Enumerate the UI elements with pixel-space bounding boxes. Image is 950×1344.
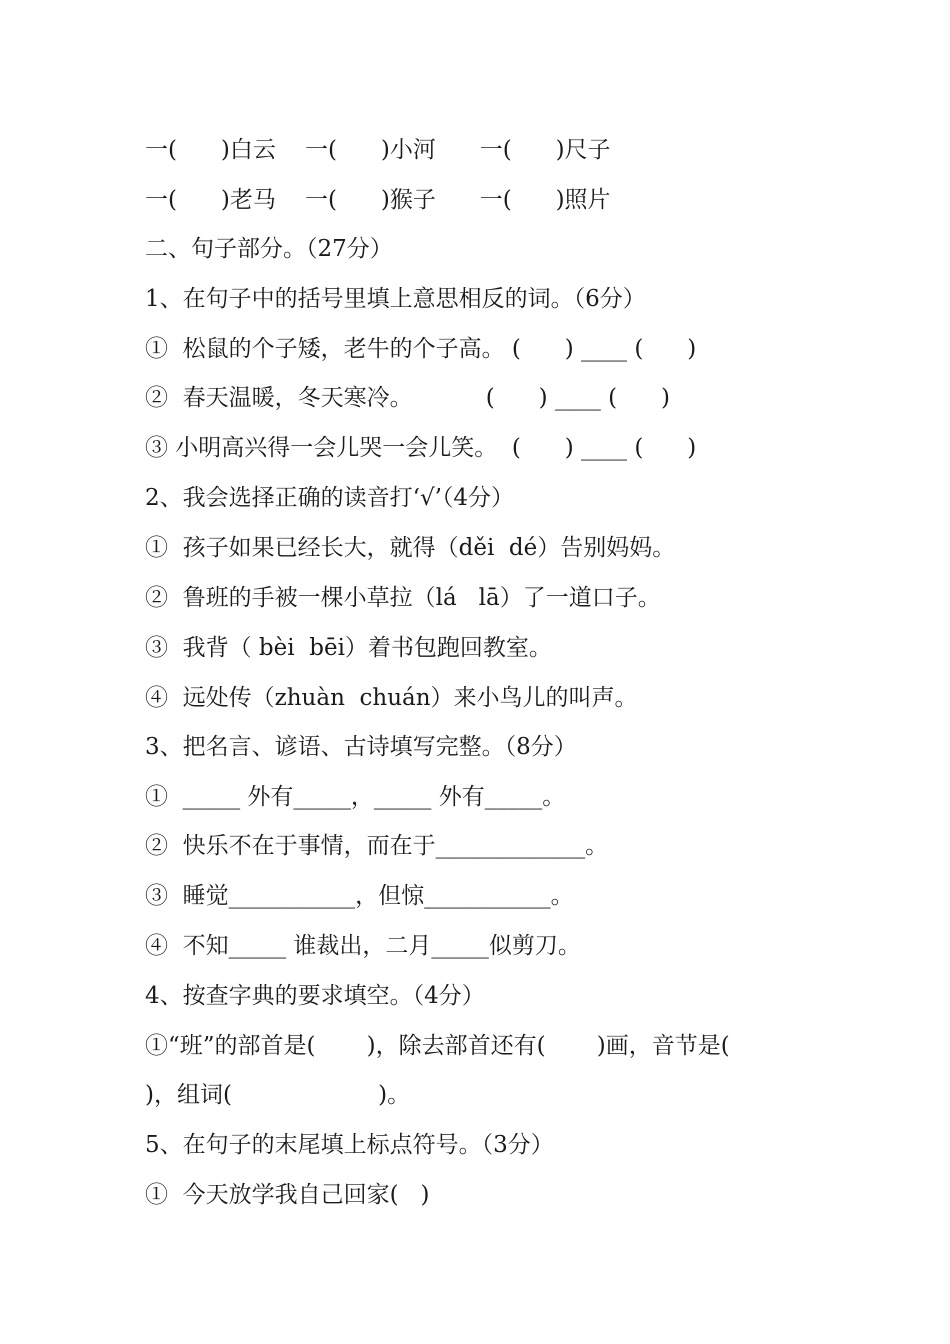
question-3-item-2: ② 快乐不在于事情，而在于_____________。 [145, 833, 609, 859]
question-2-item-3: ③ 我背（ bèi bēi）着书包跑回教室。 [145, 635, 552, 661]
question-2-item-1: ① 孩子如果已经长大，就得（děi dé）告别妈妈。 [145, 535, 676, 561]
question-1-heading: 1、在句子中的括号里填上意思相反的词。（6分） [145, 286, 646, 312]
measure-word-row-2: 一( )老马 一( )猴子 一( )照片 [145, 187, 611, 213]
question-3-item-3: ③ 睡觉___________，但惊___________。 [145, 883, 574, 909]
question-2-item-2: ② 鲁班的手被一棵小草拉（lá lā）了一道口子。 [145, 585, 661, 611]
question-3-item-4: ④ 不知_____ 谁裁出，二月_____似剪刀。 [145, 933, 581, 959]
question-5-heading: 5、在句子的末尾填上标点符号。（3分） [145, 1132, 554, 1158]
question-4-heading: 4、按查字典的要求填空。（4分） [145, 983, 485, 1009]
section-heading: 二、句子部分。（27分） [145, 236, 393, 262]
question-4-item-1: ①“班”的部首是( )，除去部首还有( )画，音节是( [145, 1033, 730, 1059]
question-3-item-1: ① _____ 外有_____，_____ 外有_____。 [145, 784, 566, 810]
question-2-heading: 2、我会选择正确的读音打‘√’（4分） [145, 485, 515, 511]
question-1-item-3: ③ 小明高兴得一会儿哭一会儿笑。 ( ) ____ ( ) [145, 435, 697, 461]
question-2-item-4: ④ 远处传（zhuàn chuán）来小鸟儿的叫声。 [145, 685, 638, 711]
question-1-item-2: ② 春天温暖，冬天寒冷。 ( ) ____ ( ) [145, 385, 670, 411]
question-1-item-1: ① 松鼠的个子矮，老牛的个子高。 ( ) ____ ( ) [145, 336, 697, 362]
question-3-heading: 3、把名言、谚语、古诗填写完整。（8分） [145, 734, 577, 760]
measure-word-row-1: 一( )白云 一( )小河 一( )尺子 [145, 137, 611, 163]
question-4-item-1-cont: )，组词( )。 [145, 1082, 411, 1108]
question-5-item-1: ① 今天放学我自己回家( ) [145, 1182, 430, 1208]
